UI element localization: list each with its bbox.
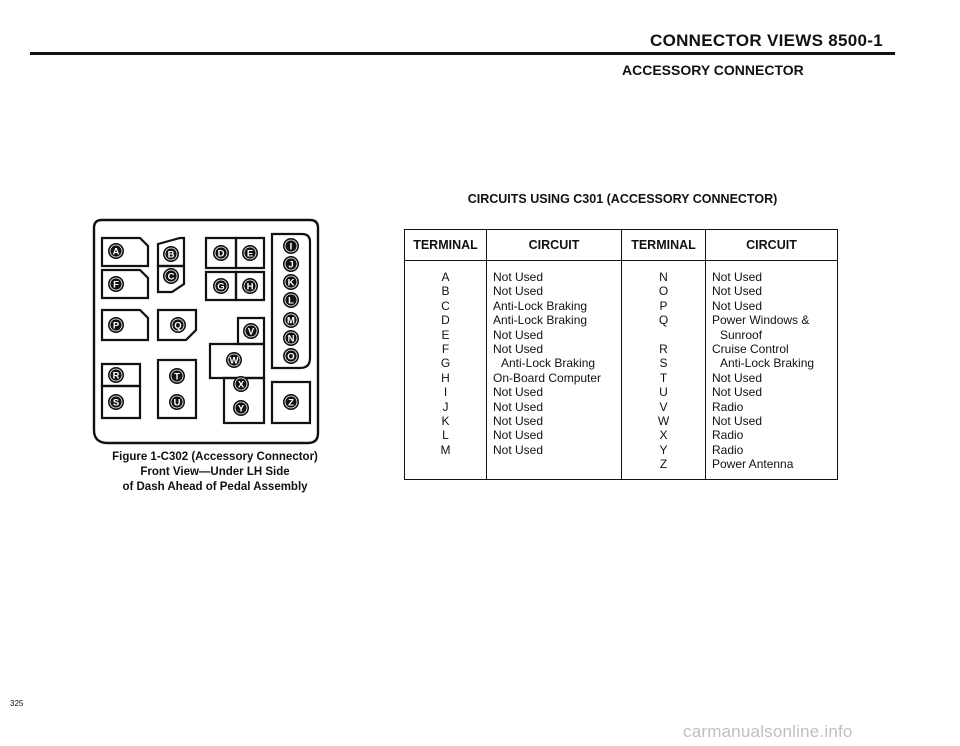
table-row bbox=[405, 313, 838, 327]
pin-i bbox=[283, 238, 299, 254]
circuit-cell: Not Used bbox=[487, 328, 622, 342]
connector-diagram bbox=[88, 218, 328, 448]
pin-label: C bbox=[167, 271, 175, 283]
connector-figure bbox=[88, 218, 328, 453]
circuit-cell: Anti-Lock Braking bbox=[487, 356, 622, 370]
circuit-cell: Not Used bbox=[706, 385, 838, 399]
table-header-row bbox=[405, 230, 838, 261]
pin-label: Z bbox=[288, 397, 294, 409]
circuit-cell: Not Used bbox=[487, 261, 622, 285]
terminal-cell: T bbox=[622, 371, 706, 385]
pin-label: I bbox=[289, 241, 293, 253]
terminal-cell: M bbox=[405, 443, 487, 457]
pin-y bbox=[233, 400, 249, 416]
watermark: carmanualsonline.info bbox=[683, 722, 853, 741]
circuit-cell: Not Used bbox=[706, 284, 838, 298]
pin-s bbox=[108, 394, 124, 410]
pin-label: S bbox=[112, 397, 120, 409]
circuit-cell: Sunroof bbox=[706, 328, 838, 342]
pin-label: L bbox=[288, 295, 294, 307]
terminal-cell: L bbox=[405, 428, 487, 442]
header-terminal-1: TERMINAL bbox=[405, 230, 487, 261]
pin-label: U bbox=[173, 397, 181, 409]
terminal-cell: C bbox=[405, 299, 487, 313]
caption-line-1: Figure 1-C302 (Accessory Connector) bbox=[112, 451, 318, 463]
circuit-cell: Not Used bbox=[487, 385, 622, 399]
table-row bbox=[405, 328, 838, 342]
circuit-cell: Radio bbox=[706, 400, 838, 414]
circuit-cell: Not Used bbox=[487, 284, 622, 298]
pin-d bbox=[213, 245, 229, 261]
terminal-cell: G bbox=[405, 356, 487, 370]
pin-l bbox=[283, 292, 299, 308]
terminal-cell: B bbox=[405, 284, 487, 298]
terminal-cell bbox=[622, 328, 706, 342]
pin-h bbox=[242, 278, 258, 294]
pin-b bbox=[163, 246, 179, 262]
table-row bbox=[405, 371, 838, 385]
pin-label: Y bbox=[237, 403, 245, 415]
pin-m bbox=[283, 312, 299, 328]
table-row bbox=[405, 428, 838, 442]
circuit-cell: Not Used bbox=[487, 400, 622, 414]
pin-g bbox=[213, 278, 229, 294]
pin-c bbox=[163, 268, 179, 284]
pin-q bbox=[170, 317, 186, 333]
table-row bbox=[405, 299, 838, 313]
terminal-cell: J bbox=[405, 400, 487, 414]
circuit-cell: Radio bbox=[706, 428, 838, 442]
table-row bbox=[405, 261, 838, 285]
terminal-cell: I bbox=[405, 385, 487, 399]
circuit-cell: Power Windows & bbox=[706, 313, 838, 327]
circuit-cell: Not Used bbox=[487, 443, 622, 457]
circuit-cell bbox=[487, 457, 622, 480]
section-title: ACCESSORY CONNECTOR bbox=[622, 62, 804, 78]
caption-line-3: of Dash Ahead of Pedal Assembly bbox=[122, 481, 308, 493]
header-circuit-2: CIRCUIT bbox=[706, 230, 838, 261]
circuit-cell: Radio bbox=[706, 443, 838, 457]
pin-v bbox=[243, 323, 259, 339]
pin-label: G bbox=[217, 281, 225, 293]
circuit-cell: Not Used bbox=[706, 414, 838, 428]
pin-n bbox=[283, 330, 299, 346]
terminal-cell: Z bbox=[622, 457, 706, 480]
pin-z bbox=[283, 394, 299, 410]
pin-label: N bbox=[287, 333, 295, 345]
pin-label: D bbox=[217, 248, 225, 260]
circuit-cell: Power Antenna bbox=[706, 457, 838, 480]
pin-label: V bbox=[247, 326, 255, 338]
terminal-cell: D bbox=[405, 313, 487, 327]
circuit-cell: Anti-Lock Braking bbox=[487, 313, 622, 327]
circuit-cell: Cruise Control bbox=[706, 342, 838, 356]
terminal-cell: Y bbox=[622, 443, 706, 457]
table-row bbox=[405, 356, 838, 370]
circuit-cell: Anti-Lock Braking bbox=[706, 356, 838, 370]
table-row bbox=[405, 400, 838, 414]
pin-a bbox=[108, 243, 124, 259]
pin-r bbox=[108, 367, 124, 383]
circuits-table bbox=[404, 229, 838, 480]
pin-u bbox=[169, 394, 185, 410]
table-row bbox=[405, 284, 838, 298]
terminal-cell: W bbox=[622, 414, 706, 428]
terminal-cell: V bbox=[622, 400, 706, 414]
pin-label: H bbox=[246, 281, 254, 293]
pin-label: T bbox=[174, 371, 180, 383]
page-header-title: CONNECTOR VIEWS 8500-1 bbox=[650, 31, 884, 50]
terminal-cell bbox=[405, 457, 487, 480]
pin-p bbox=[108, 317, 124, 333]
pin-label: P bbox=[112, 320, 120, 332]
pin-w bbox=[226, 352, 242, 368]
circuit-cell: On-Board Computer bbox=[487, 371, 622, 385]
circuit-cell: Not Used bbox=[706, 371, 838, 385]
circuit-cell: Not Used bbox=[706, 299, 838, 313]
pin-label: R bbox=[112, 370, 120, 382]
terminal-cell: N bbox=[622, 261, 706, 285]
table-row bbox=[405, 457, 838, 480]
table-title: CIRCUITS USING C301 (ACCESSORY CONNECTOR) bbox=[467, 192, 778, 206]
page-number: 325 bbox=[10, 699, 24, 708]
pin-label: J bbox=[288, 259, 294, 271]
terminal-cell: R bbox=[622, 342, 706, 356]
pin-t bbox=[169, 368, 185, 384]
table-row bbox=[405, 414, 838, 428]
table-row bbox=[405, 385, 838, 399]
circuit-cell: Not Used bbox=[487, 342, 622, 356]
terminal-cell: S bbox=[622, 356, 706, 370]
pin-f bbox=[108, 276, 124, 292]
header-terminal-2: TERMINAL bbox=[622, 230, 706, 261]
pin-label: X bbox=[237, 379, 245, 391]
terminal-cell: K bbox=[405, 414, 487, 428]
circuit-cell: Anti-Lock Braking bbox=[487, 299, 622, 313]
pin-label: E bbox=[246, 248, 254, 260]
pin-label: Q bbox=[174, 320, 182, 332]
terminal-cell: X bbox=[622, 428, 706, 442]
pin-label: O bbox=[287, 351, 295, 363]
terminal-cell: A bbox=[405, 261, 487, 285]
circuit-cell: Not Used bbox=[706, 261, 838, 285]
table-row bbox=[405, 443, 838, 457]
pin-label: B bbox=[167, 249, 175, 261]
terminal-cell: Q bbox=[622, 313, 706, 327]
caption-line-2: Front View—Under LH Side bbox=[140, 466, 290, 478]
pin-x bbox=[233, 376, 249, 392]
circuit-cell: Not Used bbox=[487, 428, 622, 442]
pin-e bbox=[242, 245, 258, 261]
circuit-cell: Not Used bbox=[487, 414, 622, 428]
pin-label: M bbox=[287, 315, 295, 327]
pin-j bbox=[283, 256, 299, 272]
figure-caption bbox=[85, 450, 345, 495]
pin-label: K bbox=[287, 277, 295, 289]
terminal-cell: U bbox=[622, 385, 706, 399]
terminal-cell: O bbox=[622, 284, 706, 298]
header-rule bbox=[30, 52, 895, 55]
pin-label: F bbox=[113, 279, 119, 291]
pin-o bbox=[283, 348, 299, 364]
pin-k bbox=[283, 274, 299, 290]
pin-label: W bbox=[229, 355, 239, 367]
header-circuit-1: CIRCUIT bbox=[487, 230, 622, 261]
terminal-cell: P bbox=[622, 299, 706, 313]
terminal-cell: E bbox=[405, 328, 487, 342]
terminal-cell: H bbox=[405, 371, 487, 385]
table-row bbox=[405, 342, 838, 356]
terminal-cell: F bbox=[405, 342, 487, 356]
pin-label: A bbox=[112, 246, 120, 258]
